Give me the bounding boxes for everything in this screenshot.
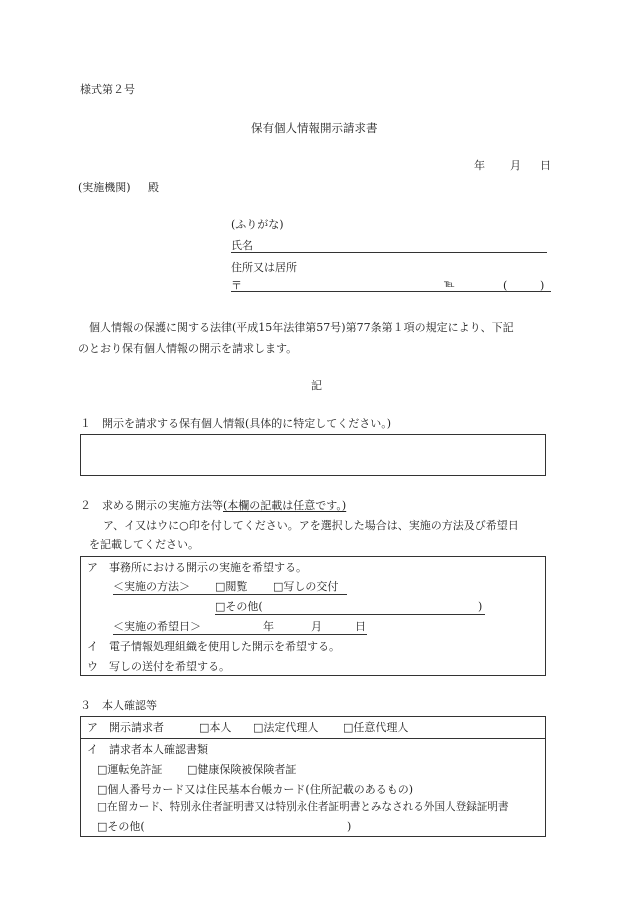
addressee-org: (実施機関) [78, 181, 131, 194]
method-copy-label: 写しの交付 [283, 580, 339, 593]
option-u-label[interactable]: ウ 写しの送付を希望する。 [87, 660, 230, 673]
method-other-underline[interactable] [215, 614, 485, 615]
body-text-line-2: のとおり保有個人情報の開示を請求します。 [78, 342, 298, 355]
section2-instruction-2: を記載してください。 [89, 538, 199, 551]
insurance-label: 健康保険被保険者証 [197, 763, 297, 776]
insurance-checkbox[interactable] [187, 764, 296, 775]
section3-box [80, 716, 546, 837]
tel-paren-open: ( [503, 279, 508, 292]
method-other-close: ) [478, 600, 483, 613]
section3-heading: ３ 本人確認等 [80, 699, 157, 712]
section1-input-box[interactable] [80, 434, 546, 476]
section1-heading: １ 開示を請求する保有個人情報(具体的に特定してください。) [80, 417, 392, 430]
name-label: 氏名 [231, 239, 253, 252]
method-view-checkbox[interactable] [215, 581, 247, 592]
self-label: 本人 [209, 721, 232, 734]
other-doc-label: その他( [107, 820, 145, 833]
hope-date-day: 日 [355, 620, 366, 633]
section2-heading-main: ２ 求める開示の実施方法等 [80, 499, 223, 512]
other-doc-close: ) [347, 820, 352, 833]
section2-options-box [80, 556, 546, 676]
section2-instruction-1: ア、イ又はウに○印を付してください。アを選択した場合は、実施の方法及び希望日 [103, 519, 519, 532]
method-label: ＜実施の方法＞ [113, 580, 190, 593]
method-other-checkbox[interactable] [215, 601, 263, 612]
tel-icon: ℡ [444, 279, 455, 290]
name-underline[interactable] [231, 252, 547, 253]
hope-date-month: 月 [311, 620, 322, 633]
furigana-label: (ふりがな) [231, 218, 284, 231]
page-title: 保有個人情報開示請求書 [251, 121, 378, 135]
section2-heading-note: (本欄の記載は任意です。) [223, 499, 347, 512]
option-a-label[interactable]: ア 事務所における開示の実施を希望する。 [87, 561, 307, 574]
legal-rep-checkbox[interactable] [253, 722, 318, 733]
mynumber-checkbox[interactable] [97, 784, 413, 795]
license-checkbox[interactable] [97, 764, 162, 775]
residence-checkbox[interactable] [97, 802, 509, 813]
id-docs-label: イ 請求者本人確認書類 [87, 743, 208, 756]
postal-mark: 〒 [231, 279, 242, 292]
section3-divider [81, 738, 545, 739]
other-doc-checkbox[interactable] [97, 821, 145, 832]
hope-date-label: ＜実施の希望日＞ [113, 620, 201, 633]
requester-type-label: ア 開示請求者 [87, 721, 164, 734]
hope-date-underline[interactable] [113, 634, 367, 635]
voluntary-rep-checkbox[interactable] [343, 722, 408, 733]
date-day-label: 日 [540, 159, 551, 172]
ki-heading: 記 [311, 379, 322, 392]
residence-label: 在留カード、特別永住者証明書又は特別永住者証明書とみなされる外国人登録証明書 [107, 801, 509, 813]
method-underline [113, 594, 347, 595]
form-number: 様式第２号 [80, 83, 135, 96]
address-label: 住所又は居所 [231, 261, 297, 274]
self-checkbox[interactable] [199, 722, 231, 733]
legal-rep-label: 法定代理人 [263, 721, 319, 734]
method-other-label: その他( [225, 600, 263, 613]
addressee-honorific: 殿 [148, 181, 159, 194]
voluntary-rep-label: 任意代理人 [353, 721, 409, 734]
section2-heading [80, 500, 346, 511]
method-copy-checkbox[interactable] [273, 581, 338, 592]
tel-paren-close: ) [540, 279, 545, 292]
date-month-label: 月 [510, 159, 521, 172]
mynumber-label: 個人番号カード又は住民基本台帳カード(住所記載のあるもの) [107, 783, 413, 796]
method-view-label: 閲覧 [225, 580, 248, 593]
address-underline[interactable] [231, 291, 551, 292]
license-label: 運転免許証 [107, 763, 163, 776]
option-i-label[interactable]: イ 電子情報処理組織を使用した開示を希望する。 [87, 640, 340, 653]
hope-date-year: 年 [263, 620, 274, 633]
body-text-line-1: 個人情報の保護に関する法律(平成15年法律第57号)第77条第１項の規定により、下記 [78, 321, 514, 334]
date-year-label: 年 [474, 159, 485, 172]
